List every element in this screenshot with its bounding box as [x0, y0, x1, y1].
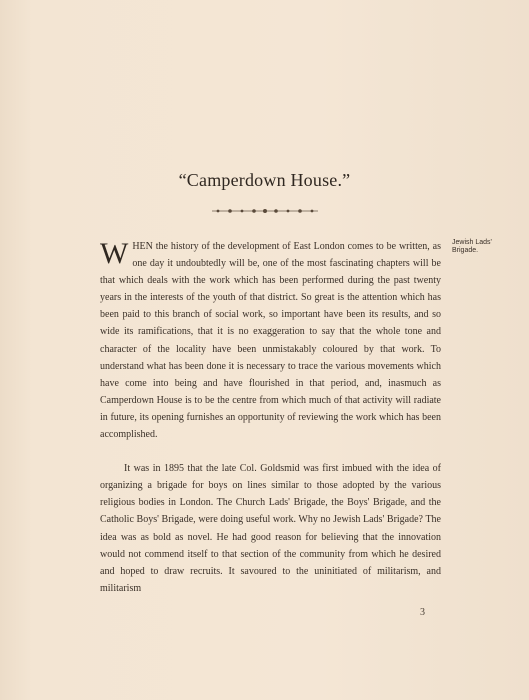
paragraph-2: It was in 1895 that the late Col. Goldsmid was first imbued with the idea of organizing a brigade for boys on lines similar to those adopted by the various religious bodies in London. The Church Lads' Brigade, the Boys' Brigade, and the Catholic Boys' Brigade, were doing useful work. Why no Jewish Lads' Brigade? The idea was as bold as novel. He had good reason for believing that the innovation would not commend itself to that section of the community from which he desired and hoped to draw recruits. It savoured to the uninitiated of militarism, and militarism — [100, 463, 441, 594]
margin-note: Jewish Lads' Brigade. — [452, 239, 492, 254]
drop-cap: W — [100, 237, 129, 270]
ornament-divider — [210, 206, 320, 216]
page-number: 3 — [420, 607, 425, 618]
paragraph-1 — [100, 238, 441, 443]
body-text — [100, 238, 441, 597]
page-title: “Camperdown House.” — [178, 170, 351, 190]
paragraph-1-text: HEN the history of the development of East London comes to be written, as one day it undoubtedly will be, one of the most fascinating chapters will be that which deals with the work which has been performed during the past twenty years in the interests of the youth of that district. So great is the attention which has been paid to this branch of social work, so important have been its results, and so wide its ramifications, that it is no exaggeration to say that the whole tone and character of the locality have been unmistakably coloured by that work. To understand what has been done it is necessary to trace the various movements which have come into being and have flourished in that period, and, inasmuch as Camperdown House is to be the centre from which much of that activity will radiate in future, its opening furnishes an opportunity of reviewing the work which has been accomplished. — [100, 241, 441, 441]
